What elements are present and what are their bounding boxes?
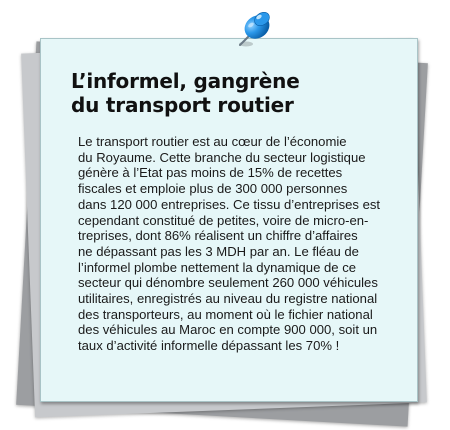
note-body-line: l’informel plombe nettement la dynamique de ce	[78, 259, 357, 275]
note-body-line: Le transport routier est au cœur de l’économie	[78, 134, 347, 149]
sticky-note	[40, 38, 418, 402]
note-body-line: taux d’activité informelle dépassant les 70% !	[78, 338, 340, 354]
note-body-line: génère à l’Etat pas moins de 15% de recettes	[78, 165, 343, 181]
note-body-line: ne dépassant pas les 3 MDH par an. Le fléau de	[78, 243, 359, 259]
note-body-line: dans 120 000 entreprises. Ce tissu d’entreprises est	[78, 196, 381, 212]
note-body-line: treprises, dont 86% réalisent un chiffre d’affaires	[78, 228, 358, 244]
note-body-line: du Royaume. Cette branche du secteur logistique	[78, 149, 366, 165]
note-body-line: cependant constitué de petites, voire de micro-en-	[78, 212, 369, 228]
note-title-line: L’informel, gangrène	[71, 69, 300, 93]
note-body-line: fiscales et emploie plus de 300 000 personnes	[78, 181, 348, 197]
note-title	[71, 69, 403, 117]
note-title-line: du transport routier	[71, 93, 294, 117]
pushpin-icon	[232, 8, 276, 52]
note-body-line: secteur qui dénombre seulement 260 000 véhicules	[78, 275, 378, 291]
note-body	[71, 134, 403, 354]
note-body-line: des transporteurs, au moment où le fichier national	[78, 306, 373, 322]
note-body-line: des véhicules au Maroc en compte 900 000, soit un	[78, 322, 378, 338]
note-body-line: utilitaires, enregistrés au niveau du registre national	[78, 291, 378, 307]
